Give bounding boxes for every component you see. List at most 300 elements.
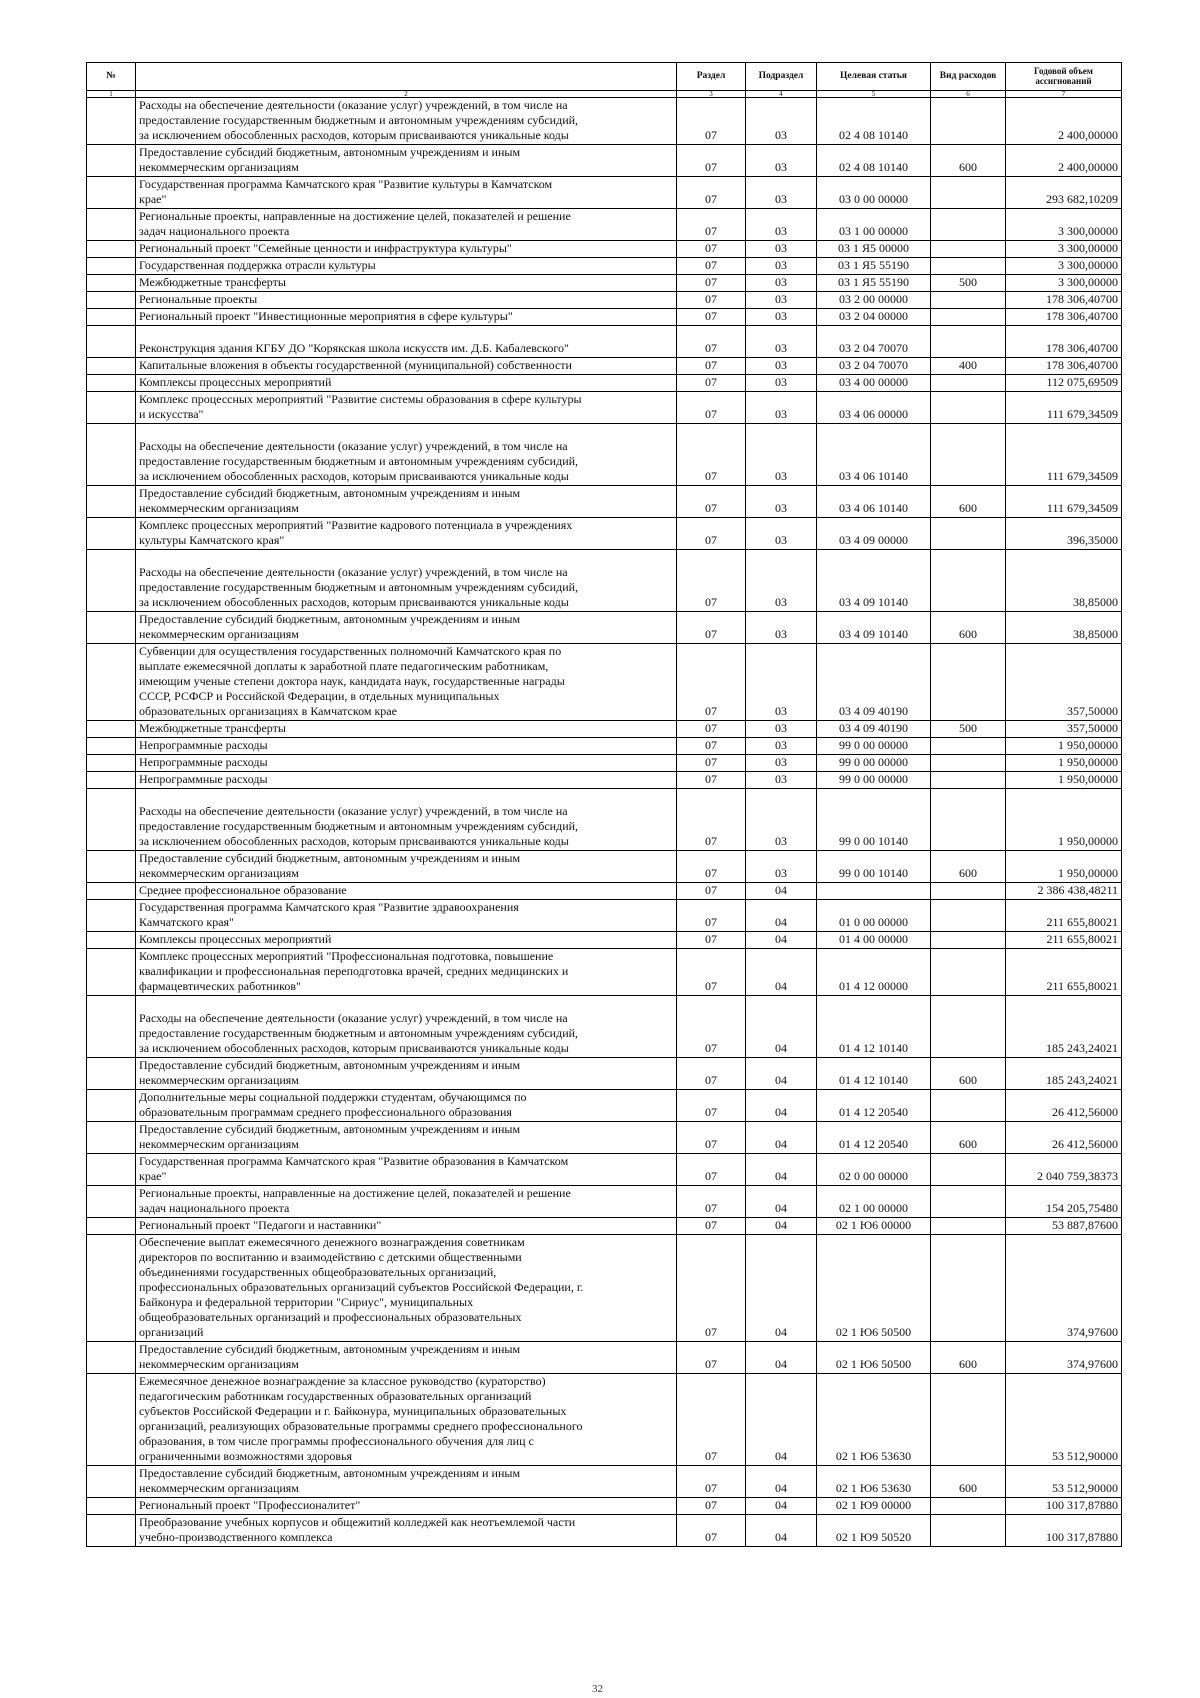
row-subsection: 04 [746, 1466, 817, 1498]
row-description: Комплексы процессных мероприятий [136, 375, 677, 392]
row-section: 07 [677, 145, 746, 177]
row-section: 07 [677, 1374, 746, 1466]
row-target-article: 03 4 06 10140 [817, 486, 931, 518]
row-subsection: 03 [746, 326, 817, 358]
row-amount: 2 386 438,48211 [1006, 883, 1122, 900]
row-number-cell [87, 949, 136, 996]
row-description: Предоставление субсидий бюджетным, автономным учреждениям и иным некоммерческим организациям [136, 1466, 677, 1498]
row-subsection: 04 [746, 996, 817, 1058]
row-target-article: 03 1 Я5 55190 [817, 258, 931, 275]
budget-sheet [86, 62, 1121, 1547]
row-target-article: 01 4 12 20540 [817, 1122, 931, 1154]
row-subsection: 04 [746, 1186, 817, 1218]
row-amount: 1 950,00000 [1006, 772, 1122, 789]
row-subsection: 04 [746, 883, 817, 900]
row-number-cell [87, 755, 136, 772]
row-subsection: 03 [746, 241, 817, 258]
row-expense-type [931, 292, 1006, 309]
row-expense-type [931, 518, 1006, 550]
row-expense-type [931, 644, 1006, 721]
row-target-article: 02 1 00 00000 [817, 1186, 931, 1218]
row-amount: 396,35000 [1006, 518, 1122, 550]
row-target-article: 03 4 06 10140 [817, 424, 931, 486]
row-number-cell [87, 883, 136, 900]
row-section: 07 [677, 721, 746, 738]
header-subsection: Подраздел [746, 63, 817, 91]
row-subsection: 03 [746, 518, 817, 550]
row-section: 07 [677, 1218, 746, 1235]
row-target-article: 01 4 12 10140 [817, 996, 931, 1058]
row-target-article: 02 4 08 10140 [817, 98, 931, 145]
table-row [87, 883, 1122, 900]
page-number: 32 [592, 1683, 603, 1695]
row-number-cell [87, 900, 136, 932]
column-index-row [87, 91, 1122, 98]
table-row [87, 518, 1122, 550]
row-description: Дополнительные меры социальной поддержки студентам, обучающимся по образовательным программам среднего профессионального образования [136, 1090, 677, 1122]
row-target-article: 03 4 09 40190 [817, 644, 931, 721]
header-target-article: Целевая статья [817, 63, 931, 91]
table-row [87, 550, 1122, 612]
table-row [87, 1498, 1122, 1515]
row-amount: 374,97600 [1006, 1342, 1122, 1374]
header-expense-type: Вид расходов [931, 63, 1006, 91]
row-expense-type [931, 932, 1006, 949]
row-section: 07 [677, 292, 746, 309]
row-amount: 111 679,34509 [1006, 486, 1122, 518]
row-subsection: 03 [746, 738, 817, 755]
row-subsection: 04 [746, 1515, 817, 1547]
row-expense-type [931, 1235, 1006, 1342]
row-subsection: 03 [746, 644, 817, 721]
table-row [87, 1515, 1122, 1547]
row-description: Комплекс процессных мероприятий "Развитие кадрового потенциала в учреждениях культуры Камчатского края" [136, 518, 677, 550]
table-row [87, 932, 1122, 949]
row-expense-type [931, 1186, 1006, 1218]
row-number-cell [87, 550, 136, 612]
row-amount: 26 412,56000 [1006, 1090, 1122, 1122]
row-target-article: 03 4 06 00000 [817, 392, 931, 424]
row-description: Расходы на обеспечение деятельности (оказание услуг) учреждений, в том числе на предоставление государственным бюджетным и автономным учреждениям субсидий, за исключением обособленных расходов, которым присваиваются уникальные коды [136, 424, 677, 486]
row-expense-type: 500 [931, 275, 1006, 292]
row-section: 07 [677, 518, 746, 550]
row-amount: 185 243,24021 [1006, 996, 1122, 1058]
row-amount: 53 887,87600 [1006, 1218, 1122, 1235]
row-section: 07 [677, 1058, 746, 1090]
row-section: 07 [677, 1186, 746, 1218]
row-subsection: 03 [746, 772, 817, 789]
row-description: Среднее профессиональное образование [136, 883, 677, 900]
row-subsection: 03 [746, 358, 817, 375]
row-target-article: 02 1 Ю9 00000 [817, 1498, 931, 1515]
row-target-article: 03 2 04 70070 [817, 326, 931, 358]
row-description: Расходы на обеспечение деятельности (оказание услуг) учреждений, в том числе на предоставление государственным бюджетным и автономным учреждениям субсидий, за исключением обособленных расходов, которым присваиваются уникальные коды [136, 996, 677, 1058]
row-expense-type [931, 900, 1006, 932]
row-description: Комплекс процессных мероприятий "Развитие системы образования в сфере культуры и искусства" [136, 392, 677, 424]
row-target-article: 02 1 Ю6 00000 [817, 1218, 931, 1235]
row-number-cell [87, 1186, 136, 1218]
row-target-article [817, 883, 931, 900]
column-index: 6 [931, 91, 1006, 98]
row-amount: 374,97600 [1006, 1235, 1122, 1342]
row-target-article: 02 0 00 00000 [817, 1154, 931, 1186]
budget-table [86, 62, 1122, 1547]
row-number-cell [87, 392, 136, 424]
row-expense-type [931, 309, 1006, 326]
row-amount: 3 300,00000 [1006, 258, 1122, 275]
row-amount: 26 412,56000 [1006, 1122, 1122, 1154]
row-section: 07 [677, 209, 746, 241]
header-section: Раздел [677, 63, 746, 91]
row-expense-type [931, 738, 1006, 755]
row-amount: 3 300,00000 [1006, 275, 1122, 292]
row-expense-type [931, 241, 1006, 258]
row-number-cell [87, 738, 136, 755]
row-expense-type: 600 [931, 1122, 1006, 1154]
row-target-article: 02 4 08 10140 [817, 145, 931, 177]
table-row [87, 1218, 1122, 1235]
row-section: 07 [677, 851, 746, 883]
row-subsection: 04 [746, 1342, 817, 1374]
row-description: Капитальные вложения в объекты государственной (муниципальной) собственности [136, 358, 677, 375]
row-amount: 211 655,80021 [1006, 900, 1122, 932]
row-expense-type: 500 [931, 721, 1006, 738]
row-section: 07 [677, 98, 746, 145]
row-expense-type [931, 392, 1006, 424]
row-description: Расходы на обеспечение деятельности (оказание услуг) учреждений, в том числе на предоставление государственным бюджетным и автономным учреждениям субсидий, за исключением обособленных расходов, которым присваиваются уникальные коды [136, 550, 677, 612]
row-amount: 38,85000 [1006, 550, 1122, 612]
row-section: 07 [677, 326, 746, 358]
row-expense-type [931, 772, 1006, 789]
row-section: 07 [677, 1154, 746, 1186]
table-row [87, 1058, 1122, 1090]
row-description: Межбюджетные трансферты [136, 721, 677, 738]
row-description: Государственная программа Камчатского края "Развитие культуры в Камчатском крае" [136, 177, 677, 209]
table-row [87, 309, 1122, 326]
row-section: 07 [677, 738, 746, 755]
row-amount: 1 950,00000 [1006, 755, 1122, 772]
row-expense-type: 600 [931, 612, 1006, 644]
column-index: 2 [136, 91, 677, 98]
row-target-article: 03 2 04 00000 [817, 309, 931, 326]
row-number-cell [87, 644, 136, 721]
row-expense-type [931, 1374, 1006, 1466]
row-number-cell [87, 932, 136, 949]
row-subsection: 03 [746, 375, 817, 392]
row-target-article: 03 1 Я5 00000 [817, 241, 931, 258]
row-description: Расходы на обеспечение деятельности (оказание услуг) учреждений, в том числе на предоставление государственным бюджетным и автономным учреждениям субсидий, за исключением обособленных расходов, которым присваиваются уникальные коды [136, 98, 677, 145]
table-row [87, 358, 1122, 375]
row-number-cell [87, 772, 136, 789]
row-subsection: 03 [746, 851, 817, 883]
row-description: Предоставление субсидий бюджетным, автономным учреждениям и иным некоммерческим организациям [136, 612, 677, 644]
row-subsection: 03 [746, 789, 817, 851]
row-number-cell [87, 326, 136, 358]
row-number-cell [87, 851, 136, 883]
row-target-article: 02 1 Ю6 53630 [817, 1374, 931, 1466]
row-expense-type: 400 [931, 358, 1006, 375]
row-number-cell [87, 424, 136, 486]
row-expense-type [931, 883, 1006, 900]
column-index: 5 [817, 91, 931, 98]
row-number-cell [87, 292, 136, 309]
row-amount: 3 300,00000 [1006, 241, 1122, 258]
row-description: Комплекс процессных мероприятий "Профессиональная подготовка, повышение квалификации и профессиональная переподготовка врачей, средних медицинских и фармацевтических работников" [136, 949, 677, 996]
row-subsection: 04 [746, 1122, 817, 1154]
row-amount: 178 306,40700 [1006, 326, 1122, 358]
header-number: № [87, 63, 136, 91]
row-target-article: 02 1 Ю6 50500 [817, 1235, 931, 1342]
row-number-cell [87, 721, 136, 738]
column-index: 3 [677, 91, 746, 98]
row-expense-type [931, 755, 1006, 772]
table-row [87, 851, 1122, 883]
row-expense-type [931, 1090, 1006, 1122]
row-expense-type: 600 [931, 851, 1006, 883]
row-section: 07 [677, 883, 746, 900]
table-row [87, 1235, 1122, 1342]
table-body [87, 98, 1122, 1547]
row-number-cell [87, 1218, 136, 1235]
row-number-cell [87, 1374, 136, 1466]
row-number-cell [87, 612, 136, 644]
table-row [87, 145, 1122, 177]
row-target-article: 02 1 Ю6 50500 [817, 1342, 931, 1374]
row-number-cell [87, 996, 136, 1058]
row-section: 07 [677, 949, 746, 996]
row-expense-type: 600 [931, 486, 1006, 518]
row-expense-type [931, 789, 1006, 851]
table-row [87, 1122, 1122, 1154]
row-number-cell [87, 1058, 136, 1090]
row-target-article: 99 0 00 00000 [817, 772, 931, 789]
row-number-cell [87, 1466, 136, 1498]
row-subsection: 03 [746, 275, 817, 292]
row-section: 07 [677, 392, 746, 424]
row-number-cell [87, 1498, 136, 1515]
row-subsection: 03 [746, 486, 817, 518]
table-row [87, 900, 1122, 932]
table-row [87, 241, 1122, 258]
row-number-cell [87, 1090, 136, 1122]
row-expense-type [931, 1154, 1006, 1186]
row-description: Межбюджетные трансферты [136, 275, 677, 292]
row-number-cell [87, 275, 136, 292]
row-amount: 2 400,00000 [1006, 98, 1122, 145]
row-subsection: 03 [746, 292, 817, 309]
row-section: 07 [677, 375, 746, 392]
row-expense-type [931, 424, 1006, 486]
row-expense-type [931, 326, 1006, 358]
row-amount: 357,50000 [1006, 644, 1122, 721]
row-expense-type: 600 [931, 1466, 1006, 1498]
row-target-article: 03 4 09 40190 [817, 721, 931, 738]
row-target-article: 03 1 Я5 55190 [817, 275, 931, 292]
row-expense-type [931, 209, 1006, 241]
row-section: 07 [677, 358, 746, 375]
column-index: 1 [87, 91, 136, 98]
row-target-article: 01 4 12 00000 [817, 949, 931, 996]
row-description: Предоставление субсидий бюджетным, автономным учреждениям и иным некоммерческим организациям [136, 1058, 677, 1090]
row-expense-type [931, 996, 1006, 1058]
row-description: Предоставление субсидий бюджетным, автономным учреждениям и иным некоммерческим организациям [136, 851, 677, 883]
table-row [87, 392, 1122, 424]
table-row [87, 1466, 1122, 1498]
row-target-article: 03 2 04 70070 [817, 358, 931, 375]
row-number-cell [87, 1515, 136, 1547]
row-subsection: 03 [746, 424, 817, 486]
row-amount: 154 205,75480 [1006, 1186, 1122, 1218]
row-description: Ежемесячное денежное вознаграждение за классное руководство (кураторство) педагогическим работникам государственных образовательных организаций субъектов Российской Федерации и г. Байконура, муниципальных образовательных организаций, реализующих образовательные программы среднего профессионального образования, в том числе программы профессионального обучения для лиц с ограниченными возможностями здоровья [136, 1374, 677, 1466]
row-number-cell [87, 241, 136, 258]
row-description: Расходы на обеспечение деятельности (оказание услуг) учреждений, в том числе на предоставление государственным бюджетным и автономным учреждениям субсидий, за исключением обособленных расходов, которым присваиваются уникальные коды [136, 789, 677, 851]
row-amount: 178 306,40700 [1006, 358, 1122, 375]
row-section: 07 [677, 177, 746, 209]
row-subsection: 04 [746, 1235, 817, 1342]
row-target-article: 02 1 Ю6 53630 [817, 1466, 931, 1498]
row-number-cell [87, 98, 136, 145]
row-amount: 38,85000 [1006, 612, 1122, 644]
row-subsection: 04 [746, 932, 817, 949]
row-amount: 111 679,34509 [1006, 392, 1122, 424]
row-section: 07 [677, 424, 746, 486]
row-expense-type [931, 1498, 1006, 1515]
row-section: 07 [677, 900, 746, 932]
row-description: Субвенции для осуществления государственных полномочий Камчатского края по выплате ежемесячной доплаты к заработной плате педагогическим работникам, имеющим ученые степени доктора наук, кандидата наук, государственные награды СССР, РСФСР и Российской Федерации, в отдельных муниципальных образовательных организациях в Камчатском крае [136, 644, 677, 721]
row-description: Государственная поддержка отрасли культуры [136, 258, 677, 275]
row-number-cell [87, 486, 136, 518]
row-target-article: 03 4 09 00000 [817, 518, 931, 550]
row-subsection: 04 [746, 1498, 817, 1515]
row-amount: 211 655,80021 [1006, 949, 1122, 996]
row-description: Преобразование учебных корпусов и общежитий колледжей как неотъемлемой части учебно-производственного комплекса [136, 1515, 677, 1547]
row-expense-type [931, 550, 1006, 612]
row-number-cell [87, 358, 136, 375]
row-amount: 2 040 759,38373 [1006, 1154, 1122, 1186]
table-row [87, 292, 1122, 309]
row-amount: 293 682,10209 [1006, 177, 1122, 209]
row-target-article: 01 4 00 00000 [817, 932, 931, 949]
row-amount: 53 512,90000 [1006, 1466, 1122, 1498]
table-row [87, 275, 1122, 292]
column-index: 7 [1006, 91, 1122, 98]
row-description: Непрограммные расходы [136, 738, 677, 755]
row-target-article: 03 4 00 00000 [817, 375, 931, 392]
table-row [87, 612, 1122, 644]
row-subsection: 03 [746, 721, 817, 738]
row-description: Региональные проекты, направленные на достижение целей, показателей и решение задач национального проекта [136, 1186, 677, 1218]
row-number-cell [87, 518, 136, 550]
row-number-cell [87, 375, 136, 392]
row-section: 07 [677, 772, 746, 789]
row-section: 07 [677, 996, 746, 1058]
table-row [87, 98, 1122, 145]
row-number-cell [87, 1122, 136, 1154]
row-subsection: 03 [746, 209, 817, 241]
row-number-cell [87, 145, 136, 177]
table-row [87, 1374, 1122, 1466]
table-row [87, 326, 1122, 358]
row-section: 07 [677, 241, 746, 258]
row-section: 07 [677, 550, 746, 612]
row-description: Региональные проекты [136, 292, 677, 309]
row-subsection: 03 [746, 98, 817, 145]
row-target-article: 02 1 Ю9 50520 [817, 1515, 931, 1547]
row-amount: 357,50000 [1006, 721, 1122, 738]
row-subsection: 04 [746, 1218, 817, 1235]
column-index: 4 [746, 91, 817, 98]
row-subsection: 04 [746, 949, 817, 996]
row-section: 07 [677, 1235, 746, 1342]
row-expense-type [931, 375, 1006, 392]
row-target-article: 99 0 00 10140 [817, 851, 931, 883]
row-subsection: 03 [746, 550, 817, 612]
row-section: 07 [677, 755, 746, 772]
table-row [87, 772, 1122, 789]
table-row [87, 996, 1122, 1058]
row-expense-type [931, 258, 1006, 275]
row-section: 07 [677, 1342, 746, 1374]
row-section: 07 [677, 1515, 746, 1547]
row-target-article: 01 4 12 10140 [817, 1058, 931, 1090]
row-subsection: 04 [746, 1374, 817, 1466]
row-amount: 178 306,40700 [1006, 309, 1122, 326]
row-section: 07 [677, 1498, 746, 1515]
row-amount: 178 306,40700 [1006, 292, 1122, 309]
row-target-article: 99 0 00 00000 [817, 738, 931, 755]
row-number-cell [87, 789, 136, 851]
table-row [87, 1154, 1122, 1186]
row-description: Региональный проект "Профессионалитет" [136, 1498, 677, 1515]
row-amount: 53 512,90000 [1006, 1374, 1122, 1466]
row-subsection: 03 [746, 392, 817, 424]
row-section: 07 [677, 612, 746, 644]
row-subsection: 04 [746, 1090, 817, 1122]
table-row [87, 1342, 1122, 1374]
row-description: Обеспечение выплат ежемесячного денежного вознаграждения советникам директоров по воспитанию и взаимодействию с детскими общественными объединениями государственных общеобразовательных организаций, профессиональных образовательных организаций субъектов Российской Федерации, г. Байконура и федеральной территории "Сириус", муниципальных общеобразовательных организаций и профессиональных образовательных организаций [136, 1235, 677, 1342]
row-target-article: 03 2 00 00000 [817, 292, 931, 309]
table-row [87, 177, 1122, 209]
row-section: 07 [677, 789, 746, 851]
row-number-cell [87, 209, 136, 241]
row-description: Непрограммные расходы [136, 755, 677, 772]
table-row [87, 721, 1122, 738]
row-subsection: 03 [746, 258, 817, 275]
row-amount: 3 300,00000 [1006, 209, 1122, 241]
row-amount: 1 950,00000 [1006, 738, 1122, 755]
row-section: 07 [677, 1122, 746, 1154]
row-description: Непрограммные расходы [136, 772, 677, 789]
row-target-article: 03 4 09 10140 [817, 612, 931, 644]
table-row [87, 209, 1122, 241]
row-amount: 111 679,34509 [1006, 424, 1122, 486]
row-amount: 211 655,80021 [1006, 932, 1122, 949]
row-number-cell [87, 1154, 136, 1186]
row-expense-type: 600 [931, 1342, 1006, 1374]
table-row [87, 738, 1122, 755]
row-number-cell [87, 1235, 136, 1342]
row-expense-type: 600 [931, 1058, 1006, 1090]
row-description: Региональные проекты, направленные на достижение целей, показателей и решение задач национального проекта [136, 209, 677, 241]
row-description: Предоставление субсидий бюджетным, автономным учреждениям и иным некоммерческим организациям [136, 486, 677, 518]
row-subsection: 04 [746, 1058, 817, 1090]
row-description: Государственная программа Камчатского края "Развитие образования в Камчатском крае" [136, 1154, 677, 1186]
table-row [87, 375, 1122, 392]
row-expense-type [931, 1515, 1006, 1547]
row-expense-type [931, 1218, 1006, 1235]
row-subsection: 04 [746, 1154, 817, 1186]
row-expense-type [931, 949, 1006, 996]
